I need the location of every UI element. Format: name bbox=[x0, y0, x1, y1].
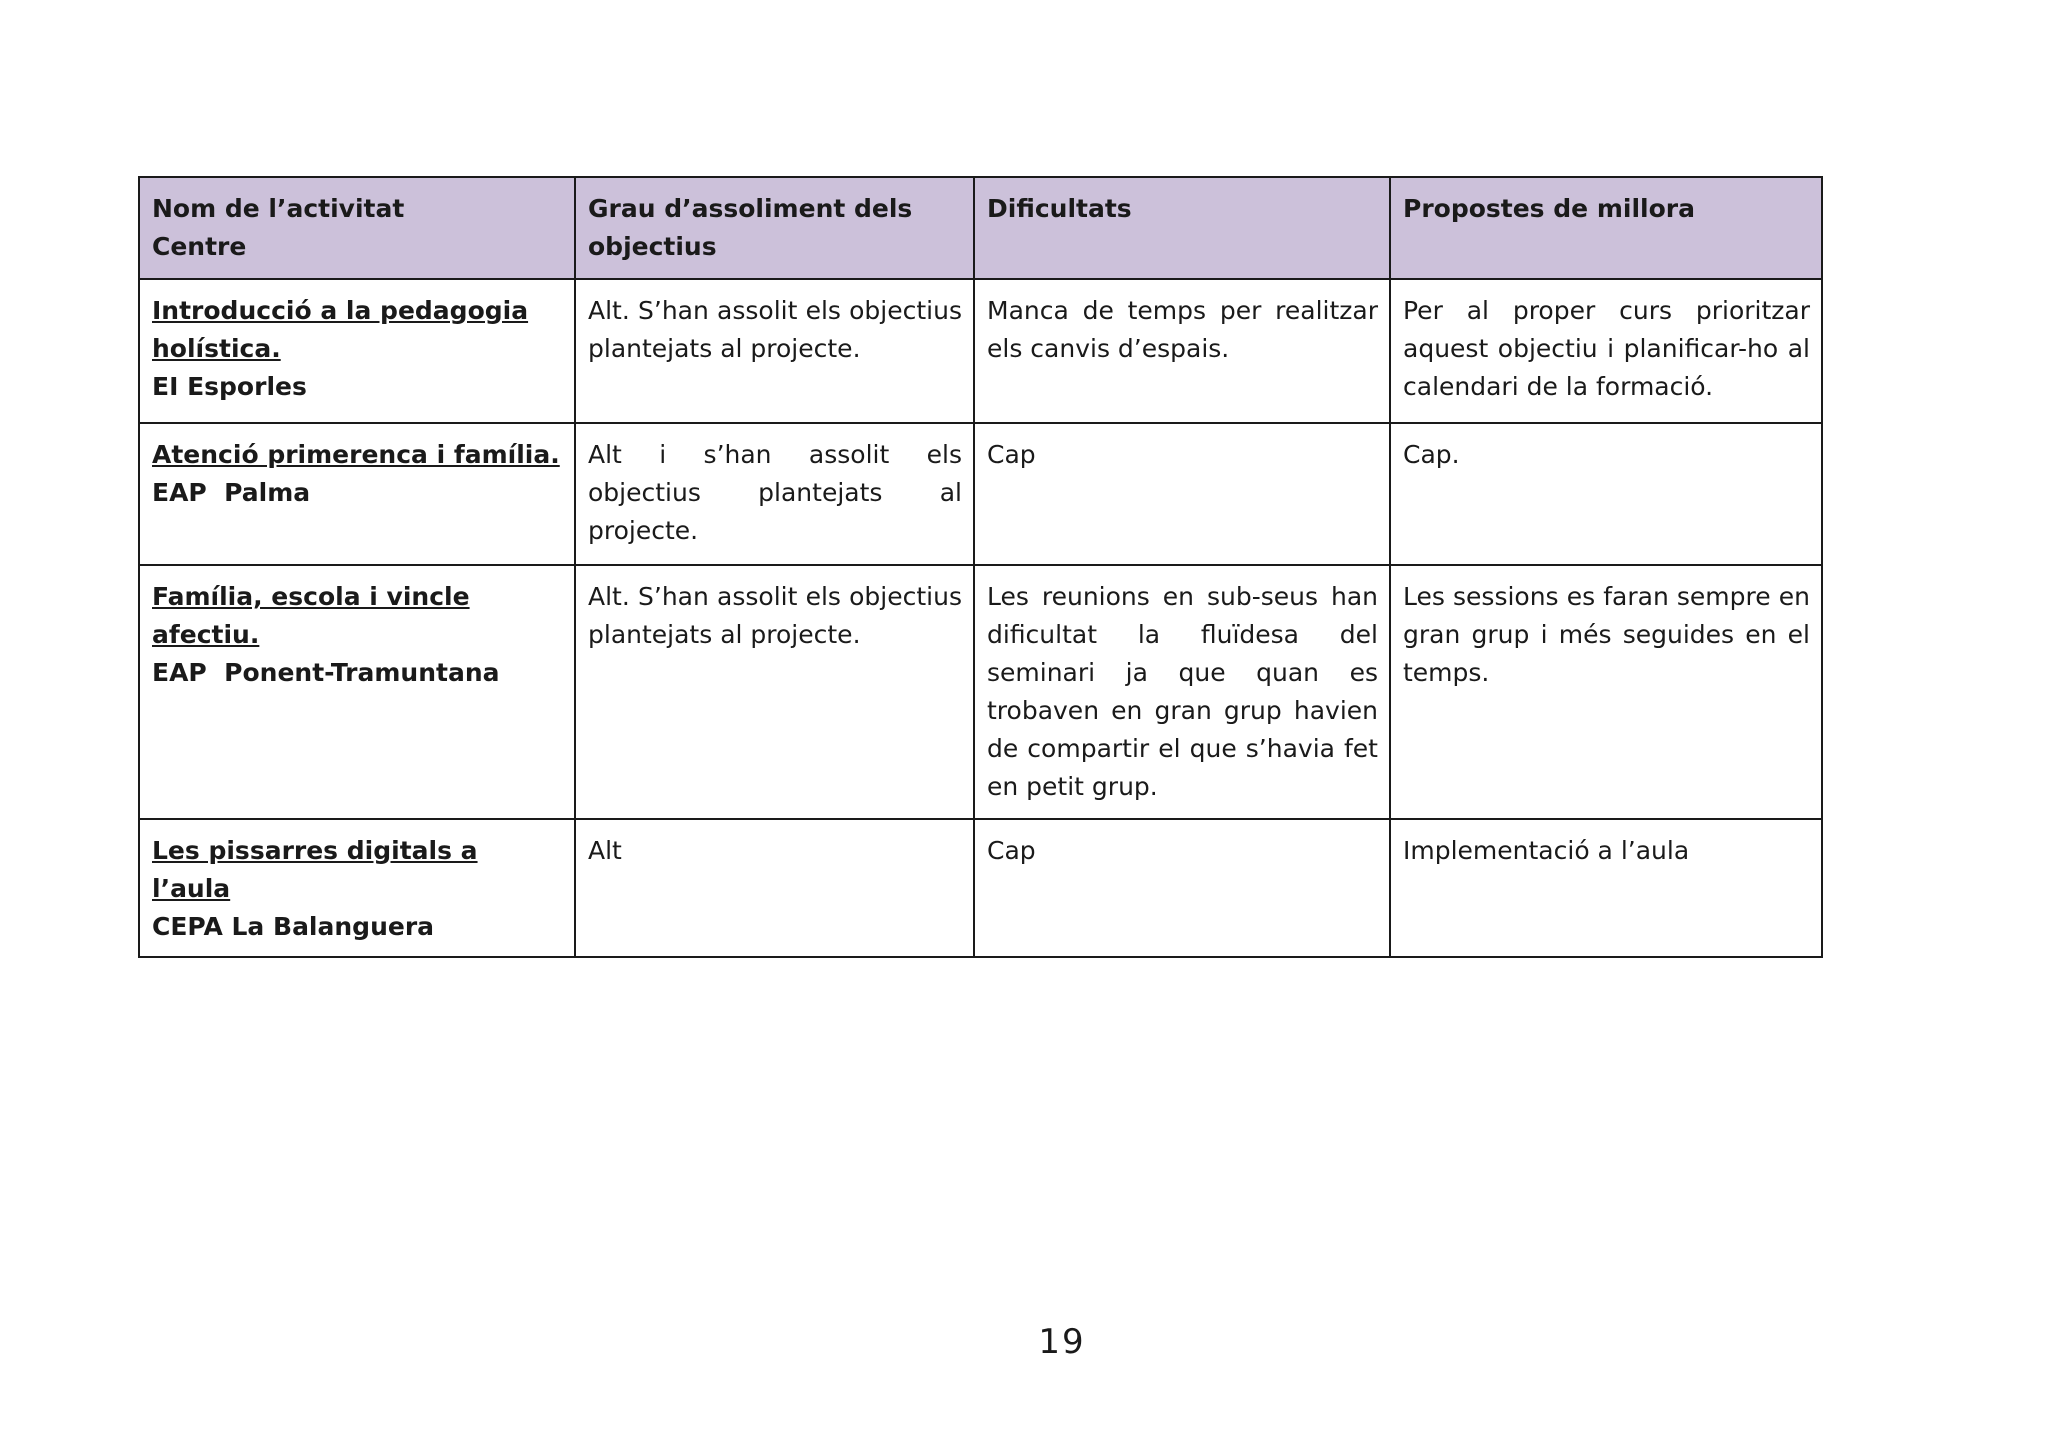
activities-evaluation-table bbox=[138, 176, 1823, 958]
table-row bbox=[139, 279, 1822, 423]
activity-cell bbox=[139, 279, 575, 423]
table-header bbox=[139, 177, 1822, 279]
difficulties-text: Manca de temps per realitzar els canvis d’espais. bbox=[987, 296, 1378, 363]
header-row bbox=[139, 177, 1822, 279]
difficulties-text: Cap bbox=[987, 836, 1036, 865]
activity-name: Atenció primerenca i família. bbox=[152, 440, 560, 469]
difficulties-text: Les reunions en sub-seus han dificultat la fluïdesa del seminari ja que quan es trobaven en gran grup havien de compartir el que s’havia fet en petit grup. bbox=[987, 582, 1378, 801]
table-row bbox=[139, 423, 1822, 565]
proposals-cell bbox=[1390, 279, 1822, 423]
table-row bbox=[139, 819, 1822, 957]
achievement-cell bbox=[575, 423, 974, 565]
proposals-text: Cap. bbox=[1403, 440, 1460, 469]
header-activity-label: Nom de l’activitat bbox=[152, 194, 405, 223]
proposals-cell bbox=[1390, 565, 1822, 819]
achievement-text: Alt. S’han assolit els objectius plantejats al projecte. bbox=[588, 296, 962, 363]
header-activity-centre bbox=[139, 177, 575, 279]
achievement-cell bbox=[575, 279, 974, 423]
centre-name: EAP Ponent-Tramuntana bbox=[152, 658, 500, 687]
achievement-text: Alt i s’han assolit els objectius plantejats al projecte. bbox=[588, 440, 962, 545]
centre-name: EI Esporles bbox=[152, 372, 307, 401]
achievement-cell bbox=[575, 819, 974, 957]
activity-cell bbox=[139, 423, 575, 565]
proposals-text: Per al proper curs prioritzar aquest objectiu i planificar-ho al calendari de la formació. bbox=[1403, 296, 1810, 401]
achievement-text: Alt bbox=[588, 836, 622, 865]
activity-cell bbox=[139, 565, 575, 819]
proposals-cell bbox=[1390, 423, 1822, 565]
centre-name: EAP Palma bbox=[152, 478, 311, 507]
difficulties-cell bbox=[974, 423, 1390, 565]
achievement-cell bbox=[575, 565, 974, 819]
activity-cell bbox=[139, 819, 575, 957]
proposals-text: Implementació a l’aula bbox=[1403, 836, 1690, 865]
proposals-cell bbox=[1390, 819, 1822, 957]
header-difficulties: Dificultats bbox=[974, 177, 1390, 279]
difficulties-cell bbox=[974, 819, 1390, 957]
centre-name: CEPA La Balanguera bbox=[152, 912, 435, 941]
header-achievement: Grau d’assoliment dels objectius bbox=[575, 177, 974, 279]
page-number: 19 bbox=[1038, 1322, 1086, 1362]
table-row bbox=[139, 565, 1822, 819]
table-body bbox=[139, 279, 1822, 957]
achievement-text: Alt. S’han assolit els objectius plantejats al projecte. bbox=[588, 582, 962, 649]
activity-name: Família, escola i vincle afectiu. bbox=[152, 582, 470, 649]
header-proposals: Propostes de millora bbox=[1390, 177, 1822, 279]
difficulties-cell bbox=[974, 565, 1390, 819]
difficulties-cell bbox=[974, 279, 1390, 423]
header-centre-label: Centre bbox=[152, 232, 247, 261]
proposals-text: Les sessions es faran sempre en gran grup i més seguides en el temps. bbox=[1403, 582, 1810, 687]
activity-name: Introducció a la pedagogia holística. bbox=[152, 296, 529, 363]
difficulties-text: Cap bbox=[987, 440, 1036, 469]
activity-name: Les pissarres digitals a l’aula bbox=[152, 836, 478, 903]
